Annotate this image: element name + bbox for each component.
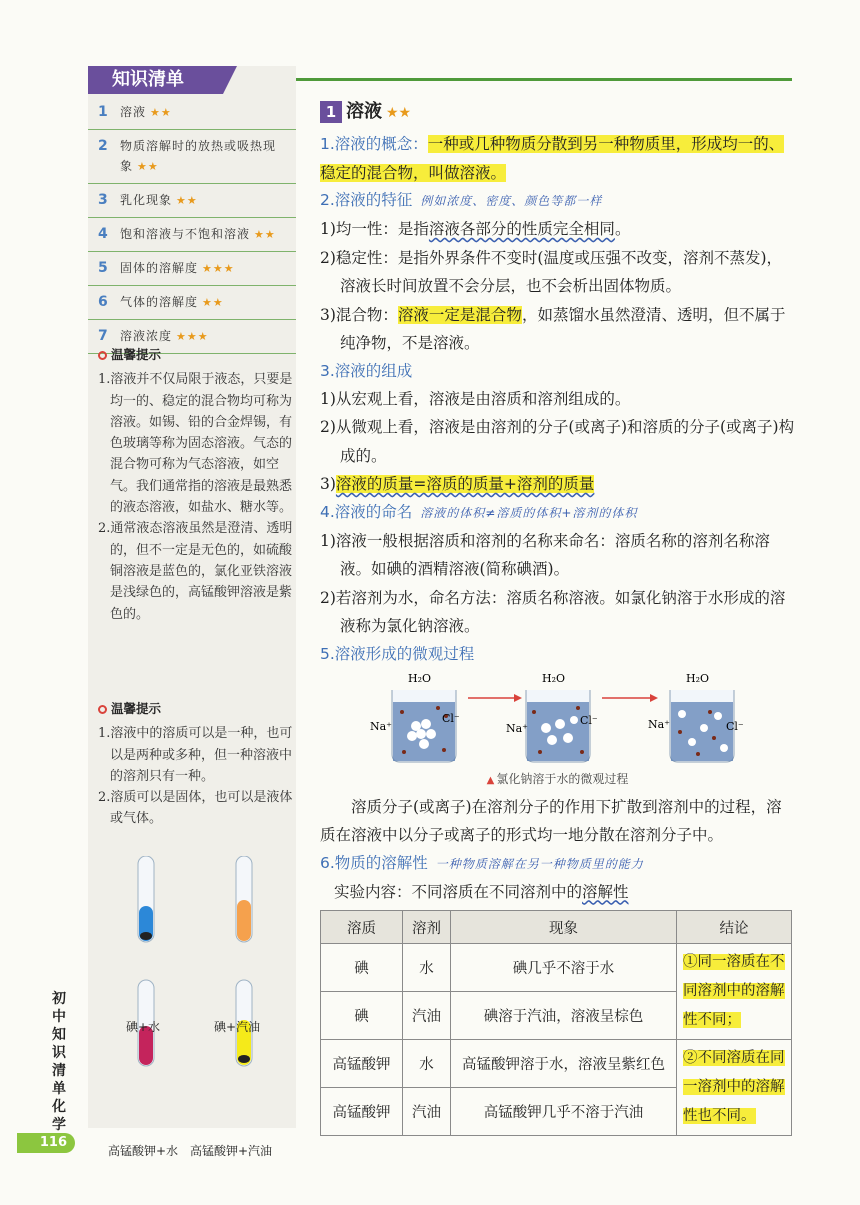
star-icon: ★★ bbox=[386, 105, 412, 121]
tube-iodine-gasoline bbox=[236, 856, 252, 942]
heading-characteristics: 2.溶液的特征 例如浓度、密度、颜色等都一样 bbox=[320, 191, 603, 209]
paragraph-concept: 1.溶液的概念：一种或几种物质分散到另一种物质里，形成均一的、稳定的混合物，叫做溶液。 bbox=[320, 135, 785, 182]
test-tubes-svg bbox=[100, 856, 296, 1106]
table-row: 高锰酸钾 水 高锰酸钾溶于水，溶液呈紫红色 ②不同溶质在同一溶剂中的溶解性也不同。 bbox=[321, 1040, 792, 1088]
table-row: 碘 汽油 碘溶于汽油，溶液呈棕色 bbox=[321, 992, 792, 1040]
table-header-row: 溶质 溶剂 现象 结论 bbox=[321, 911, 792, 944]
label-h2o: H₂O bbox=[408, 671, 432, 685]
list-item: 4 饱和溶液与不饱和溶液 ★★ bbox=[88, 218, 296, 252]
label-cl: Cl⁻ bbox=[580, 713, 598, 727]
beaker-3 bbox=[670, 690, 734, 762]
label-na: Na⁺ bbox=[370, 719, 392, 733]
list-item: 7 溶液浓度 ★★★ bbox=[88, 320, 296, 354]
list-item: 5 固体的溶解度 ★★★ bbox=[88, 252, 296, 286]
star-icon: ★★ bbox=[137, 160, 159, 173]
knowledge-sidebar bbox=[88, 66, 296, 1158]
dissolution-figure bbox=[320, 668, 795, 768]
paragraph: 2)从微观上看，溶液是由溶剂的分子(或离子)和溶质的分子(或离子)构成的。 bbox=[320, 418, 795, 465]
tube-iodine-water bbox=[138, 856, 154, 942]
star-icon: ★★ bbox=[202, 296, 224, 309]
tip-box-1: 温馨提示 1.溶液并不仅局限于液态，只要是均一的、稳定的混合物均可称为溶液。如锡、铅的合金焊锡，有色玻璃等称为固态溶液。气态的混合物可称为气态溶液，如空气。我们通常指的溶液是最熟悉的液态溶液，如盐水、糖水等。 2.通常液态溶液虽然是澄清、透明的，但不一定是无色的，如硫酸铜溶液是蓝色的，氯化亚铁溶液是浅绿色的，高锰酸钾溶液是紫色的。 bbox=[98, 347, 293, 622]
paragraph: 1)从宏观上看，溶液是由溶质和溶剂组成的。 bbox=[320, 389, 631, 408]
arrow-head-icon bbox=[514, 694, 522, 702]
label-na: Na⁺ bbox=[506, 721, 528, 735]
beaker-1 bbox=[392, 690, 456, 762]
tube-label: 高锰酸钾+水 bbox=[108, 1144, 179, 1158]
list-item: 3 乳化现象 ★★ bbox=[88, 184, 296, 218]
figure-caption: ▲ 氯化钠溶于水的微观过程 bbox=[486, 771, 629, 786]
arrow-head-icon bbox=[650, 694, 658, 702]
heading-composition: 3.溶液的组成 bbox=[320, 361, 413, 380]
list-item: 6 气体的溶解度 ★★ bbox=[88, 286, 296, 320]
paragraph: 2)稳定性：是指外界条件不变时(温度或压强不改变，溶剂不蒸发)，溶液长时间放置不会分层，也不会析出固体物质。 bbox=[320, 248, 783, 295]
star-icon: ★★ bbox=[176, 194, 198, 207]
heading-naming: 4.溶液的命名 溶液的体积≠溶质的体积+溶剂的体积 bbox=[320, 502, 638, 521]
tip-box-2: 温馨提示 1.溶液中的溶质可以是一种，也可以是两种或多种，但一种溶液中的溶剂只有一种。 2.溶质可以是固体，也可以是液体或气体。 bbox=[98, 701, 293, 827]
tube-label: 碘+水 bbox=[126, 1020, 161, 1034]
label-h2o: H₂O bbox=[542, 671, 566, 685]
star-icon: ★★ bbox=[254, 228, 276, 241]
tube-label: 碘+汽油 bbox=[214, 1020, 261, 1034]
triangle-icon: ▲ bbox=[486, 774, 495, 786]
label-cl: Cl⁻ bbox=[442, 711, 460, 725]
beakers-svg bbox=[320, 668, 795, 768]
paragraph: 3)混合物：溶液一定是混合物，如蒸馏水虽然澄清、透明，但不属于纯净物，不是溶液。 bbox=[320, 305, 786, 352]
test-tubes-illustration bbox=[100, 856, 296, 1158]
label-h2o: H₂O bbox=[686, 671, 710, 685]
tip-bullet-icon bbox=[98, 705, 107, 714]
table-row: 高锰酸钾 汽油 高锰酸钾几乎不溶于汽油 bbox=[321, 1088, 792, 1136]
vertical-book-title: 初中知识清单 化学 bbox=[52, 991, 66, 1133]
heading-solubility: 6.物质的溶解性 一种物质溶解在另一种物质里的能力 bbox=[320, 853, 644, 872]
list-item: 1 溶液 ★★ bbox=[88, 96, 296, 130]
header-rule-green bbox=[296, 78, 792, 81]
experiment-line: 实验内容：不同溶质在不同溶剂中的溶解性 bbox=[334, 882, 629, 901]
conclusion-cell: ①同一溶质在不同溶剂中的溶解性不同； bbox=[677, 944, 792, 1040]
tube-label: 高锰酸钾+汽油 bbox=[190, 1144, 273, 1158]
solubility-table bbox=[320, 910, 792, 1136]
handwritten-note: 例如浓度、密度、颜色等都一样 bbox=[420, 194, 603, 208]
tip-bullet-icon bbox=[98, 351, 107, 360]
conclusion-cell: ②不同溶质在同一溶剂中的溶解性也不同。 bbox=[677, 1040, 792, 1136]
star-icon: ★★ bbox=[150, 106, 172, 119]
topic-list bbox=[88, 96, 296, 354]
star-icon: ★★★ bbox=[176, 330, 209, 343]
handwritten-note: 溶液的体积≠溶质的体积+溶剂的体积 bbox=[420, 505, 638, 520]
label-na: Na⁺ bbox=[648, 717, 670, 731]
heading-micro-process: 5.溶液形成的微观过程 bbox=[320, 644, 475, 663]
page-number: 116 bbox=[17, 1133, 75, 1153]
paragraph: 1)溶液一般根据溶质和溶剂的名称来命名：溶质名称的溶剂名称溶液。如碘的酒精溶液(简称碘酒)。 bbox=[320, 531, 770, 578]
paragraph: 溶质分子(或离子)在溶剂分子的作用下扩散到溶剂中的过程，溶质在溶液中以分子或离子的形式均一地分散在溶剂分子中。 bbox=[320, 797, 782, 844]
table-row: 碘 水 碘几乎不溶于水 ①同一溶质在不同溶剂中的溶解性不同； bbox=[321, 944, 792, 992]
star-icon: ★★★ bbox=[202, 262, 235, 275]
paragraph: 1)均一性：是指溶液各部分的性质完全相同。 bbox=[320, 220, 631, 238]
sidebar-title: 知识清单 bbox=[88, 66, 223, 94]
list-item: 2 物质溶解时的放热或吸热现象 ★★ bbox=[88, 130, 296, 184]
section-title: 1 溶液 ★★ bbox=[320, 98, 795, 126]
handwritten-note: 一种物质溶解在另一种物质里的能力 bbox=[435, 856, 644, 871]
main-content bbox=[320, 98, 795, 1136]
label-cl: Cl⁻ bbox=[726, 719, 744, 733]
paragraph: 2)若溶剂为水，命名方法：溶质名称溶液。如氯化钠溶于水形成的溶液称为氯化钠溶液。 bbox=[320, 588, 786, 635]
paragraph: 3)溶液的质量=溶质的质量+溶剂的质量 bbox=[320, 475, 595, 493]
